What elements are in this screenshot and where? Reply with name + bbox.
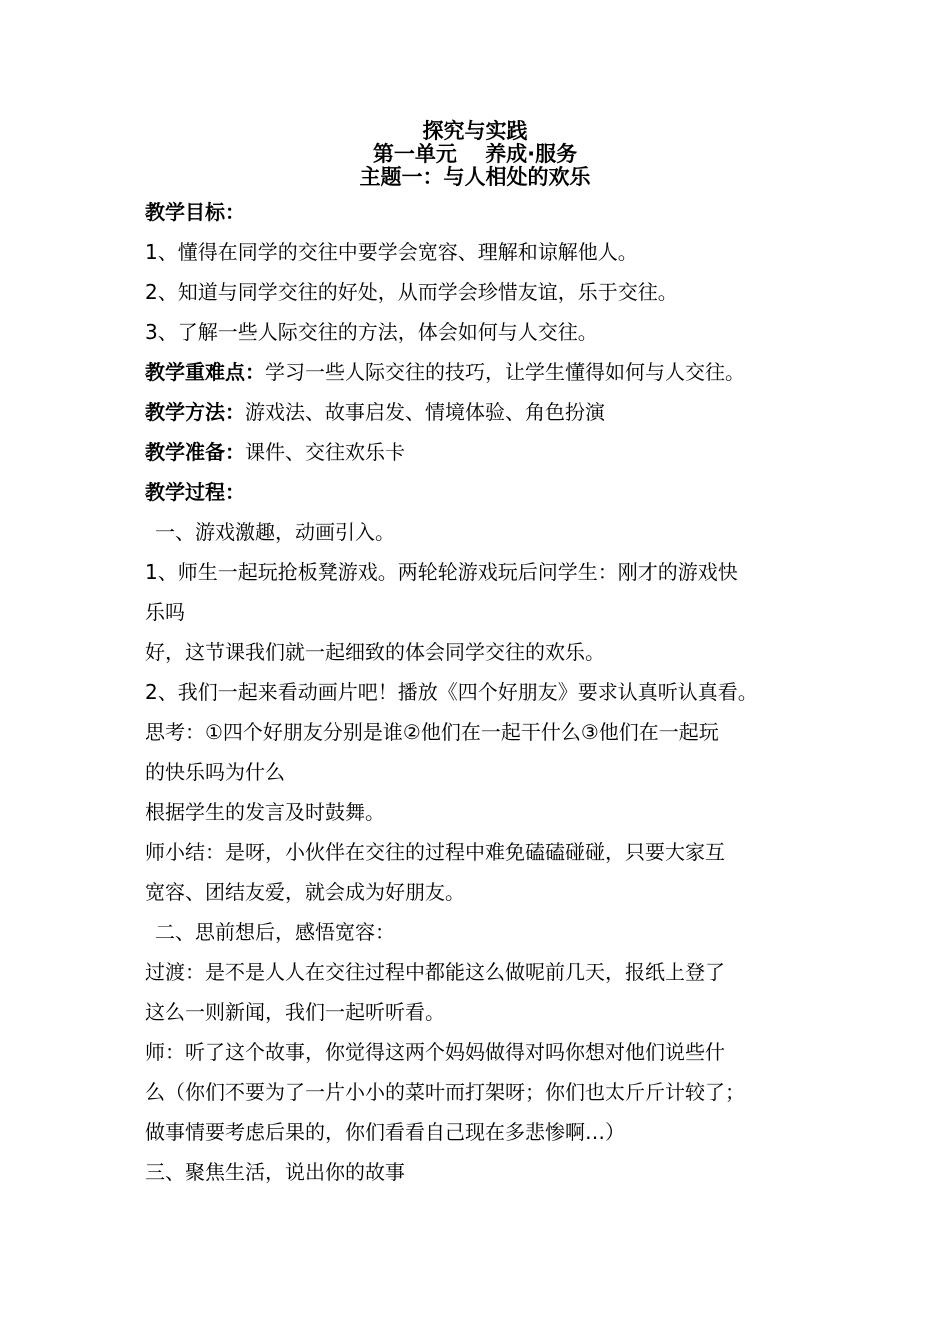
- prep-line: [145, 432, 835, 472]
- paragraph-2: 2、我们一起来看动画片吧！播放《四个好朋友》要求认真听认真看。: [145, 680, 758, 704]
- section-3-heading: 三、聚焦生活，说出你的故事: [145, 1160, 405, 1184]
- objective-2: 2、知道与同学交往的好处，从而学会珍惜友谊，乐于交往。: [145, 280, 678, 304]
- objective-3: 3、了解一些人际交往的方法，体会如何与人交往。: [145, 320, 598, 344]
- objectives-heading: 教学目标：: [145, 200, 245, 224]
- keypoints-text: 学习一些人际交往的技巧，让学生懂得如何与人交往。: [265, 360, 745, 384]
- prep-label: 教学准备：: [145, 440, 245, 464]
- section-1-heading: 一、游戏激趣，动画引入。: [155, 520, 395, 544]
- prep-text: 课件、交往欢乐卡: [245, 440, 405, 464]
- section-2-heading: 二、思前想后，感悟宽容：: [155, 920, 395, 944]
- document-body: [145, 192, 835, 1192]
- paragraph-6a: 过渡：是不是人人在交往过程中都能这么做呢前几天，报纸上登了: [145, 960, 725, 984]
- paragraph-7b: 么（你们不要为了一片小小的菜叶而打架呀；你们也太斤斤计较了；: [145, 1080, 745, 1104]
- keypoints-label: 教学重难点：: [145, 360, 265, 384]
- paragraph-7a: 师：听了这个故事，你觉得这两个妈妈做得对吗你想对他们说些什: [145, 1040, 725, 1064]
- paragraph-1b: 乐吗: [145, 600, 185, 624]
- keypoints-line: [145, 352, 835, 392]
- paragraph-5a: 师小结：是呀，小伙伴在交往的过程中难免磕磕碰碰，只要大家互: [145, 840, 725, 864]
- paragraph-4: 根据学生的发言及时鼓舞。: [145, 800, 385, 824]
- unit-title: 第一单元 养成·服务: [372, 142, 578, 166]
- title-block: [0, 120, 950, 189]
- theme-title: 主题一：与人相处的欢乐: [359, 165, 591, 189]
- paragraph-7c: 做事情要考虑后果的，你们看看自己现在多悲惨啊…）: [145, 1120, 625, 1144]
- document-title: 探究与实践: [422, 119, 528, 143]
- objective-1: 1、懂得在同学的交往中要学会宽容、理解和谅解他人。: [145, 240, 638, 264]
- methods-text: 游戏法、故事启发、情境体验、角色扮演: [245, 400, 605, 424]
- paragraph-1a: 1、师生一起玩抢板凳游戏。两轮轮游戏玩后问学生：刚才的游戏快: [145, 560, 738, 584]
- paragraph-6b: 这么一则新闻，我们一起听听看。: [145, 1000, 445, 1024]
- paragraph-3a: 思考：①四个好朋友分别是谁②他们在一起干什么③他们在一起玩: [145, 720, 719, 744]
- paragraph-5b: 宽容、团结友爱，就会成为好朋友。: [145, 880, 465, 904]
- process-heading: 教学过程：: [145, 480, 245, 504]
- paragraph-3b: 的快乐吗为什么: [145, 760, 285, 784]
- methods-line: [145, 392, 835, 432]
- methods-label: 教学方法：: [145, 400, 245, 424]
- paragraph-1c: 好，这节课我们就一起细致的体会同学交往的欢乐。: [145, 640, 605, 664]
